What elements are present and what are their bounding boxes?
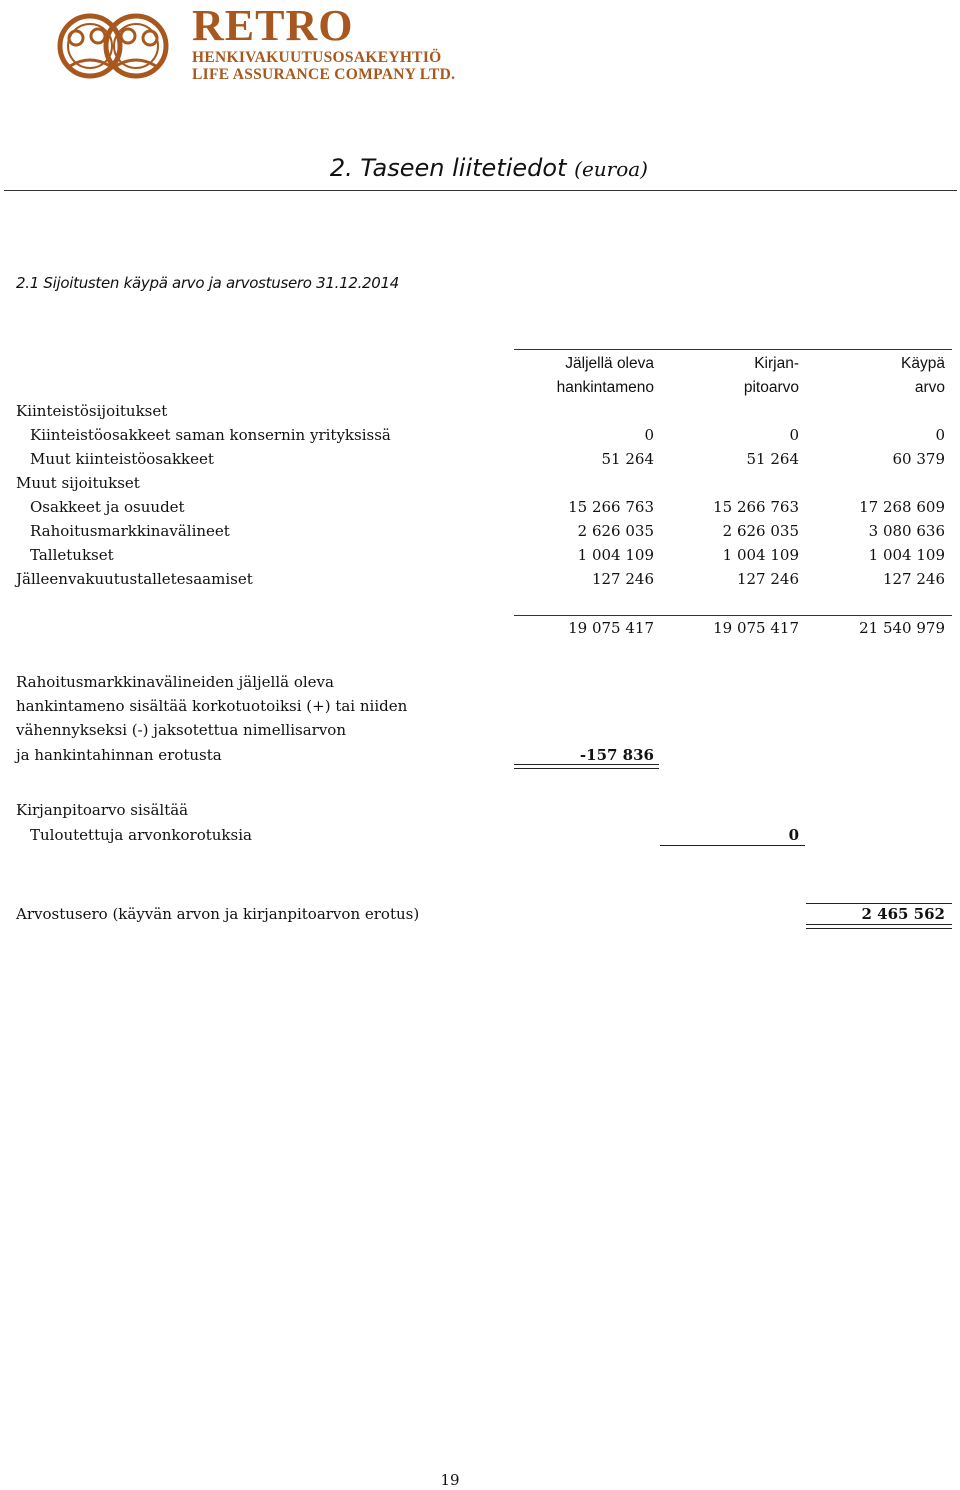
page-title <box>330 154 648 182</box>
underline <box>660 845 805 846</box>
column-header-line: Jäljellä oleva <box>565 355 654 372</box>
cell-book-value: 2 626 035 <box>722 522 799 540</box>
section-title: 2.1 Sijoitusten käypä arvo ja arvostusero 31.12.2014 <box>16 274 400 292</box>
cell-book-value: 15 266 763 <box>713 498 799 516</box>
cell-fair-value: 127 246 <box>882 570 945 588</box>
cell-acquisition: 127 246 <box>591 570 654 588</box>
total-book-value: 19 075 417 <box>713 619 799 637</box>
cell-acquisition: 51 264 <box>601 450 654 468</box>
double-underline <box>514 764 659 769</box>
note-line: vähennykseksi (-) jaksotettua nimellisarvon <box>16 721 346 739</box>
column-header-line: Kirjan- <box>754 355 799 372</box>
cell-fair-value: 1 004 109 <box>868 546 945 564</box>
note-label: Arvostusero (käyvän arvon ja kirjanpitoarvon erotus) <box>16 905 420 923</box>
cell-book-value: 0 <box>789 426 799 444</box>
double-underline <box>806 924 952 929</box>
valuation-difference-amount: 2 465 562 <box>861 905 945 923</box>
column-header-fair-value <box>901 352 945 400</box>
column-header-acquisition <box>557 352 654 400</box>
cell-acquisition: 1 004 109 <box>577 546 654 564</box>
cell-book-value: 51 264 <box>746 450 799 468</box>
row-label: Osakkeet ja osuudet <box>30 498 185 516</box>
brand-subtitle-fi: HENKIVAKUUTUSOSAKEYHTIÖ <box>192 49 442 66</box>
row-label: Rahoitusmarkkinavälineet <box>30 522 230 540</box>
row-label: Jälleenvakuutustalletesaamiset <box>16 570 253 588</box>
totals-rule <box>514 615 952 616</box>
total-acquisition: 19 075 417 <box>568 619 654 637</box>
column-header-line: pitoarvo <box>743 379 799 396</box>
cell-acquisition: 0 <box>644 426 654 444</box>
cell-fair-value: 3 080 636 <box>868 522 945 540</box>
row-label: Talletukset <box>30 546 114 564</box>
row-label: Muut kiinteistöosakkeet <box>30 450 214 468</box>
note-label: Tuloutettuja arvonkorotuksia <box>30 826 252 844</box>
row-label: Kiinteistöosakkeet saman konsernin yrityksissä <box>30 426 391 444</box>
total-fair-value: 21 540 979 <box>859 619 945 637</box>
column-header-line: Käypä <box>901 355 945 372</box>
page-title-main: 2. Taseen liitetiedot <box>329 154 567 182</box>
cell-acquisition: 15 266 763 <box>568 498 654 516</box>
row-label: Kiinteistösijoitukset <box>16 402 168 420</box>
brand-subtitle-en: LIFE ASSURANCE COMPANY LTD. <box>192 66 456 83</box>
page-title-unit: (euroa) <box>574 157 648 181</box>
logo-rings-icon <box>52 8 176 84</box>
column-header-line: hankintameno <box>556 379 654 396</box>
note-accrual-value: -157 836 <box>579 746 654 764</box>
brand-name: RETRO <box>192 1 354 50</box>
note-line: hankintameno sisältää korkotuotoiksi (+) tai niiden <box>16 697 408 715</box>
title-divider <box>4 190 957 191</box>
row-label: Muut sijoitukset <box>16 474 140 492</box>
page-number: 19 <box>440 1471 460 1489</box>
cell-fair-value: 0 <box>935 426 945 444</box>
note-heading: Kirjanpitoarvo sisältää <box>16 801 189 819</box>
cell-book-value: 1 004 109 <box>722 546 799 564</box>
note-line: Rahoitusmarkkinavälineiden jäljellä oleva <box>16 673 334 691</box>
overline <box>806 903 952 904</box>
header-rule <box>514 349 952 350</box>
note-line: ja hankintahinnan erotusta <box>16 746 222 764</box>
cell-book-value: 127 246 <box>736 570 799 588</box>
cell-fair-value: 60 379 <box>892 450 945 468</box>
cell-fair-value: 17 268 609 <box>859 498 945 516</box>
column-header-book-value <box>744 352 799 400</box>
cell-acquisition: 2 626 035 <box>577 522 654 540</box>
note-book-value-amount: 0 <box>788 826 799 844</box>
column-header-line: arvo <box>914 379 945 396</box>
